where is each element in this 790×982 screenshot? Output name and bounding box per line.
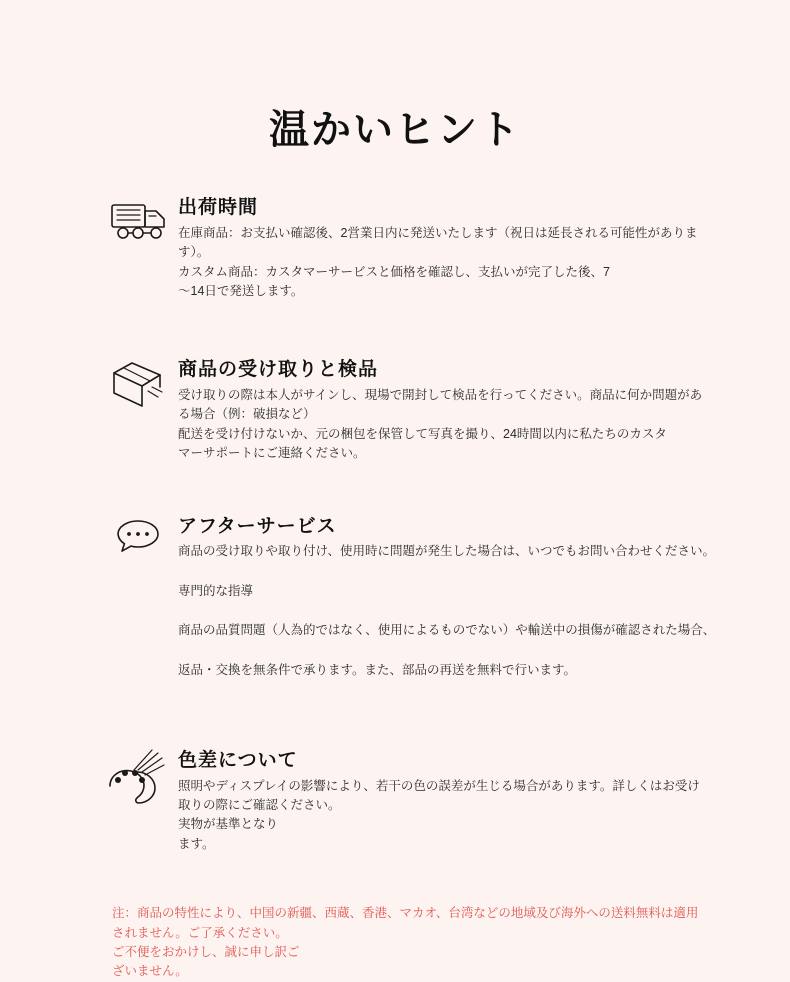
section-color-difference <box>0 750 790 854</box>
palette-brush-icon <box>104 748 166 800</box>
section-line: 商品の受け取りや取り付け、使用時に問題が発生した場合は、いつでもお問い合わせください。 <box>178 544 716 559</box>
section-line: 実物が基準となり <box>178 817 279 832</box>
section-line: 在庫商品：お支払い確認後、2営業日内に発送いたします（祝日は延長される可能性があります）。 <box>178 225 698 260</box>
note-line: されません。ご了承ください。 <box>112 925 288 940</box>
section-receipt <box>0 359 790 463</box>
section-heading: 出荷時間 <box>178 197 259 218</box>
shipping-note <box>0 904 790 982</box>
note-line: ざいません。 <box>112 964 188 979</box>
section-after-service <box>0 516 790 680</box>
section-line: マーサポートにご連絡ください。 <box>178 446 366 461</box>
sections-list <box>0 197 790 854</box>
section-line: カスタム商品：カスタマーサービスと価格を確認し、支払いが完了した後、7 <box>178 264 610 279</box>
section-heading: 商品の受け取りと検品 <box>178 359 379 381</box>
section-body <box>178 224 728 302</box>
section-line: 照明やディスプレイの影響により、若干の色の誤差が生じる場合があります。詳しくはお受け <box>178 778 700 793</box>
section-body <box>178 542 728 680</box>
section-line: 配送を受け付けないか、元の梱包を保管して写真を撮り、24時間以内に私たちのカスタ <box>178 426 667 441</box>
section-line: 返品・交換を無条件で承ります。また、部品の再送を無料で行います。 <box>178 662 577 677</box>
section-shipping <box>0 197 790 301</box>
section-line: 商品の品質問題（人為的ではなく、使用によるものでない）や輸送中の損傷が確認された場合、 <box>178 623 716 638</box>
section-body <box>178 386 728 464</box>
section-line: ます。 <box>178 836 215 851</box>
section-heading: 色差について <box>178 749 298 771</box>
section-line: 専門的な指導 <box>178 583 254 598</box>
chat-bubble-icon <box>110 518 172 570</box>
section-line: る場合（例：破損など） <box>178 407 316 422</box>
section-line: 〜14日で発送します。 <box>178 283 304 298</box>
package-open-icon <box>104 353 166 405</box>
section-line: 受け取りの際は本人がサインし、現場で開封して検品を行ってください。商品に何か問題があ <box>178 388 703 403</box>
page-title: 温かいヒント <box>269 108 521 152</box>
section-body <box>178 777 728 855</box>
note-line: 注：商品の特性により、中国の新疆、西蔵、香港、マカオ、台湾などの地域及び海外への送料無料は適用 <box>112 906 699 921</box>
section-heading: アフターサービス <box>178 515 337 537</box>
section-line: 取りの際にご確認ください。 <box>178 798 341 813</box>
truck-icon <box>108 197 170 249</box>
note-line: ご不便をおかけし、誠に申し訳ご <box>112 944 300 959</box>
